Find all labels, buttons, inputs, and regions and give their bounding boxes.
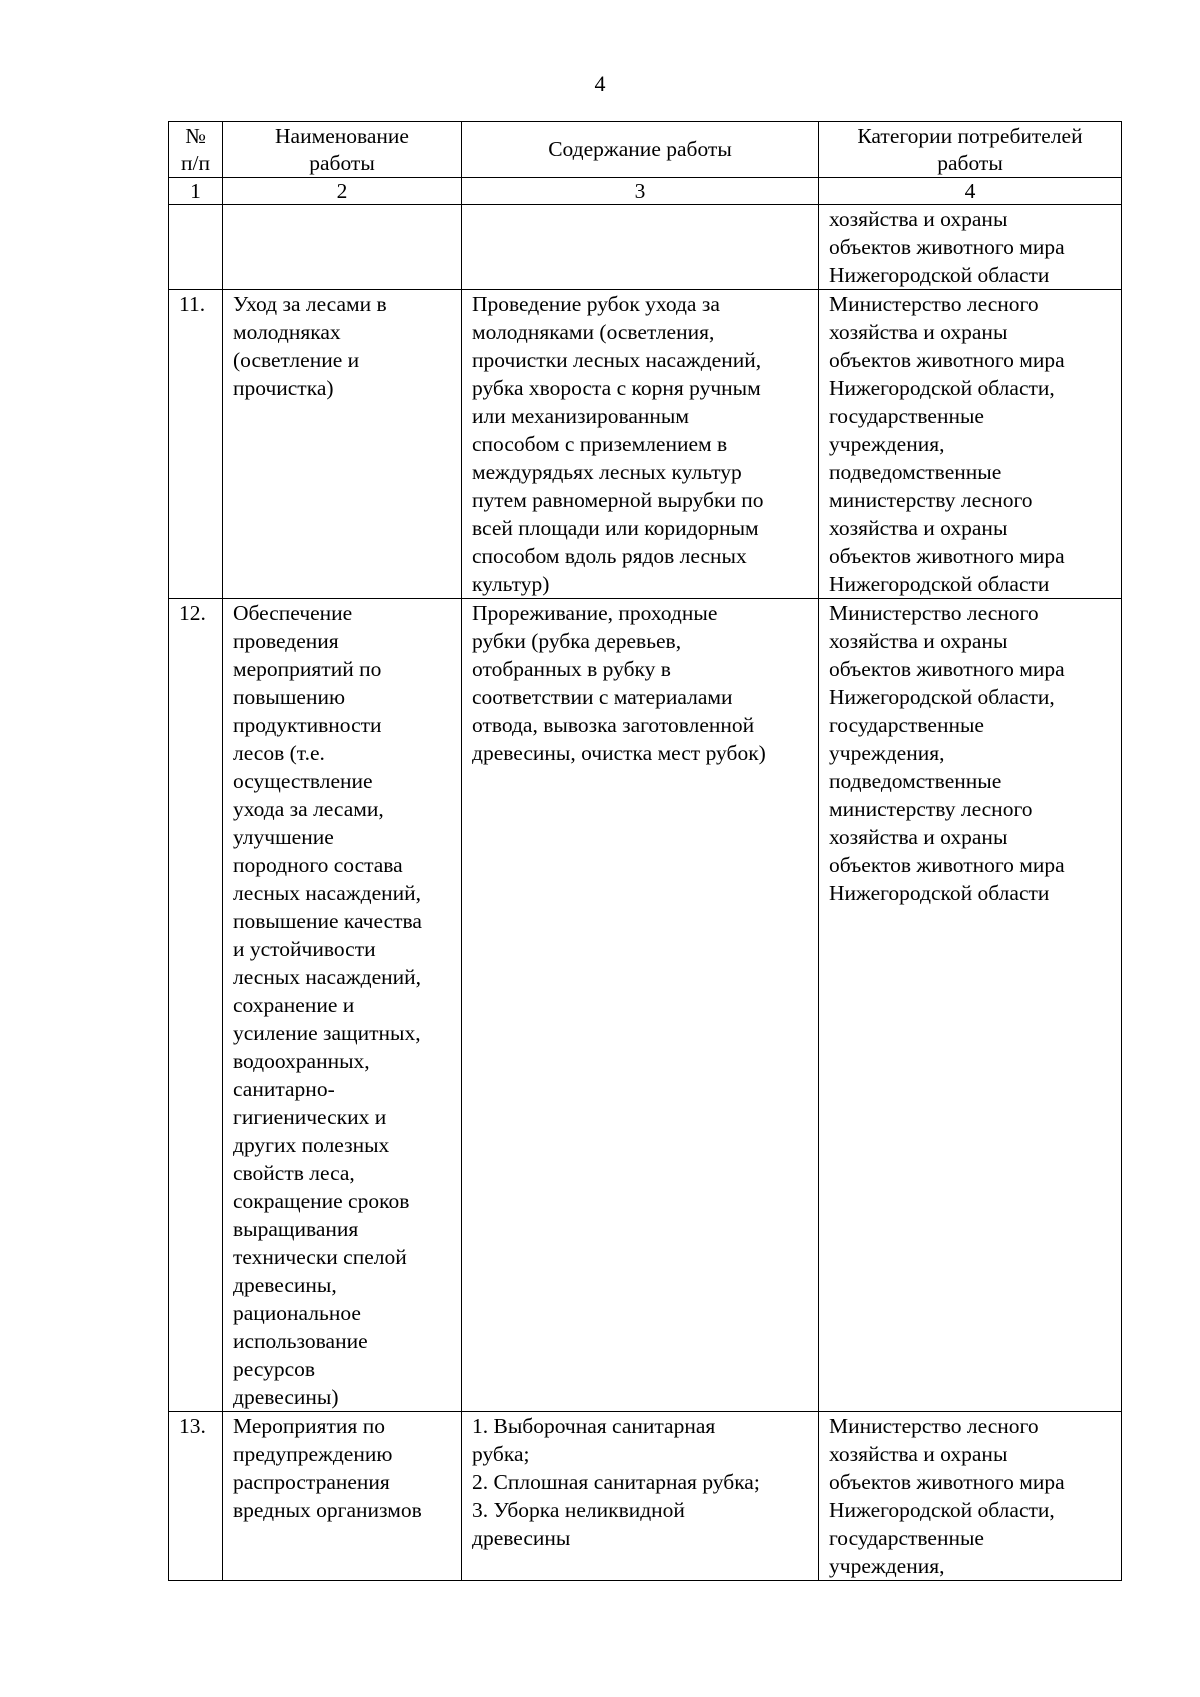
text-line: древесины: [472, 1526, 571, 1550]
work-content-cell: [462, 290, 819, 599]
header-work-content: Содержание работы: [462, 122, 819, 178]
text-line: улучшение: [233, 825, 334, 849]
text-line: 3. Уборка неликвидной: [472, 1498, 685, 1522]
text-line: Министерство лесного: [829, 1414, 1039, 1438]
header-consumer-categories: Категории потребителей работы: [819, 122, 1122, 178]
header-number: № п/п: [169, 122, 223, 178]
text-line: государственные: [829, 713, 984, 737]
text-line: Нижегородской области: [829, 881, 1050, 905]
services-table: [168, 121, 1122, 1581]
text-line: способом с приземлением в: [472, 432, 728, 456]
text-line: лесных насаждений,: [233, 965, 422, 989]
header-work-name: Наименование работы: [223, 122, 462, 178]
text-line: хозяйства и охраны: [829, 207, 1008, 231]
text-line: проведения: [233, 629, 339, 653]
text-line: рубки (рубка деревьев,: [472, 629, 682, 653]
text-line: повышению: [233, 685, 346, 709]
text-line: других полезных: [233, 1133, 390, 1157]
text-line: отвода, вывозка заготовленной: [472, 713, 755, 737]
text-line: Нижегородской области,: [829, 685, 1055, 709]
text-line: ухода за лесами,: [233, 797, 384, 821]
consumer-categories-cell: [819, 599, 1122, 1412]
text-line: объектов животного мира: [829, 544, 1065, 568]
text-line: учреждения,: [829, 1554, 945, 1578]
text-line: 1. Выборочная санитарная: [472, 1414, 716, 1438]
text-line: культур): [472, 572, 550, 596]
text-line: объектов животного мира: [829, 853, 1065, 877]
column-number: 4: [819, 178, 1122, 205]
table-row: [169, 1412, 1122, 1581]
text-line: рациональное: [233, 1301, 361, 1325]
text-line: выращивания: [233, 1217, 359, 1241]
text-line: министерству лесного: [829, 488, 1033, 512]
work-name-cell: [223, 205, 462, 290]
text-line: способом вдоль рядов лесных: [472, 544, 747, 568]
text-line: Министерство лесного: [829, 292, 1039, 316]
text-line: объектов животного мира: [829, 1470, 1065, 1494]
text-line: всей площади или коридорным: [472, 516, 759, 540]
page-number: 4: [594, 71, 606, 96]
text-line: Нижегородской области,: [829, 376, 1055, 400]
table-row: [169, 290, 1122, 599]
column-number: 3: [462, 178, 819, 205]
text-line: Министерство лесного: [829, 601, 1039, 625]
consumer-categories-cell: [819, 290, 1122, 599]
row-number: 12.: [169, 599, 223, 1412]
text-line: Нижегородской области: [829, 263, 1050, 287]
consumer-categories-cell: [819, 205, 1122, 290]
text-line: Обеспечение: [233, 601, 353, 625]
text-line: (осветление и: [233, 348, 360, 372]
table-row: [169, 205, 1122, 290]
text-line: лесов (т.е.: [233, 741, 325, 765]
text-line: хозяйства и охраны: [829, 516, 1008, 540]
column-number: 2: [223, 178, 462, 205]
text-line: учреждения,: [829, 741, 945, 765]
work-content-cell: [462, 205, 819, 290]
text-line: древесины): [233, 1385, 339, 1409]
text-line: лесных насаждений,: [233, 881, 422, 905]
text-line: объектов животного мира: [829, 348, 1065, 372]
text-line: предупреждению: [233, 1442, 393, 1466]
text-line: Нижегородской области,: [829, 1498, 1055, 1522]
text-line: ресурсов: [233, 1357, 316, 1381]
text-line: учреждения,: [829, 432, 945, 456]
text-line: путем равномерной вырубки по: [472, 488, 764, 512]
table-row: [169, 599, 1122, 1412]
row-number: 11.: [169, 290, 223, 599]
text-line: распространения: [233, 1470, 390, 1494]
text-line: древесины, очистка мест рубок): [472, 741, 766, 765]
text-line: государственные: [829, 1526, 984, 1550]
text-line: мероприятий по: [233, 657, 382, 681]
text-line: министерству лесного: [829, 797, 1033, 821]
work-name-cell: [223, 1412, 462, 1581]
consumer-categories-cell: [819, 1412, 1122, 1581]
text-line: Прореживание, проходные: [472, 601, 718, 625]
text-line: Уход за лесами в: [233, 292, 387, 316]
text-line: повышение качества: [233, 909, 422, 933]
text-line: гигиенических и: [233, 1105, 387, 1129]
text-line: или механизированным: [472, 404, 689, 428]
text-line: вредных организмов: [233, 1498, 422, 1522]
text-line: хозяйства и охраны: [829, 825, 1008, 849]
column-number: 1: [169, 178, 223, 205]
text-line: Мероприятия по: [233, 1414, 385, 1438]
text-line: осуществление: [233, 769, 373, 793]
text-line: технически спелой: [233, 1245, 407, 1269]
text-line: рубка;: [472, 1442, 530, 1466]
text-line: прочистка): [233, 376, 334, 400]
text-line: сохранение и: [233, 993, 355, 1017]
text-line: породного состава: [233, 853, 403, 877]
text-line: продуктивности: [233, 713, 382, 737]
work-name-cell: [223, 290, 462, 599]
text-line: использование: [233, 1329, 368, 1353]
text-line: хозяйства и охраны: [829, 1442, 1008, 1466]
text-line: водоохранных,: [233, 1049, 370, 1073]
text-line: молодняках: [233, 320, 341, 344]
table-body: [169, 178, 1122, 1581]
text-line: хозяйства и охраны: [829, 629, 1008, 653]
text-line: свойств леса,: [233, 1161, 355, 1185]
text-line: хозяйства и охраны: [829, 320, 1008, 344]
text-line: сокращение сроков: [233, 1189, 410, 1213]
text-line: рубка хвороста с корня ручным: [472, 376, 761, 400]
text-line: усиление защитных,: [233, 1021, 421, 1045]
text-line: Проведение рубок ухода за: [472, 292, 720, 316]
work-content-cell: [462, 1412, 819, 1581]
text-line: Нижегородской области: [829, 572, 1050, 596]
text-line: санитарно-: [233, 1077, 335, 1101]
row-number: 13.: [169, 1412, 223, 1581]
row-number: [169, 205, 223, 290]
text-line: древесины,: [233, 1273, 337, 1297]
table-header: [169, 122, 1122, 178]
text-line: прочистки лесных насаждений,: [472, 348, 762, 372]
text-line: подведомственные: [829, 460, 1002, 484]
text-line: 2. Сплошная санитарная рубка;: [472, 1470, 760, 1494]
text-line: объектов животного мира: [829, 657, 1065, 681]
text-line: объектов животного мира: [829, 235, 1065, 259]
work-name-cell: [223, 599, 462, 1412]
text-line: отобранных в рубку в: [472, 657, 671, 681]
text-line: государственные: [829, 404, 984, 428]
work-content-cell: [462, 599, 819, 1412]
column-number-row: [169, 178, 1122, 205]
text-line: соответствии с материалами: [472, 685, 733, 709]
text-line: молодняками (осветления,: [472, 320, 715, 344]
text-line: подведомственные: [829, 769, 1002, 793]
text-line: и устойчивости: [233, 937, 376, 961]
text-line: междурядьях лесных культур: [472, 460, 742, 484]
